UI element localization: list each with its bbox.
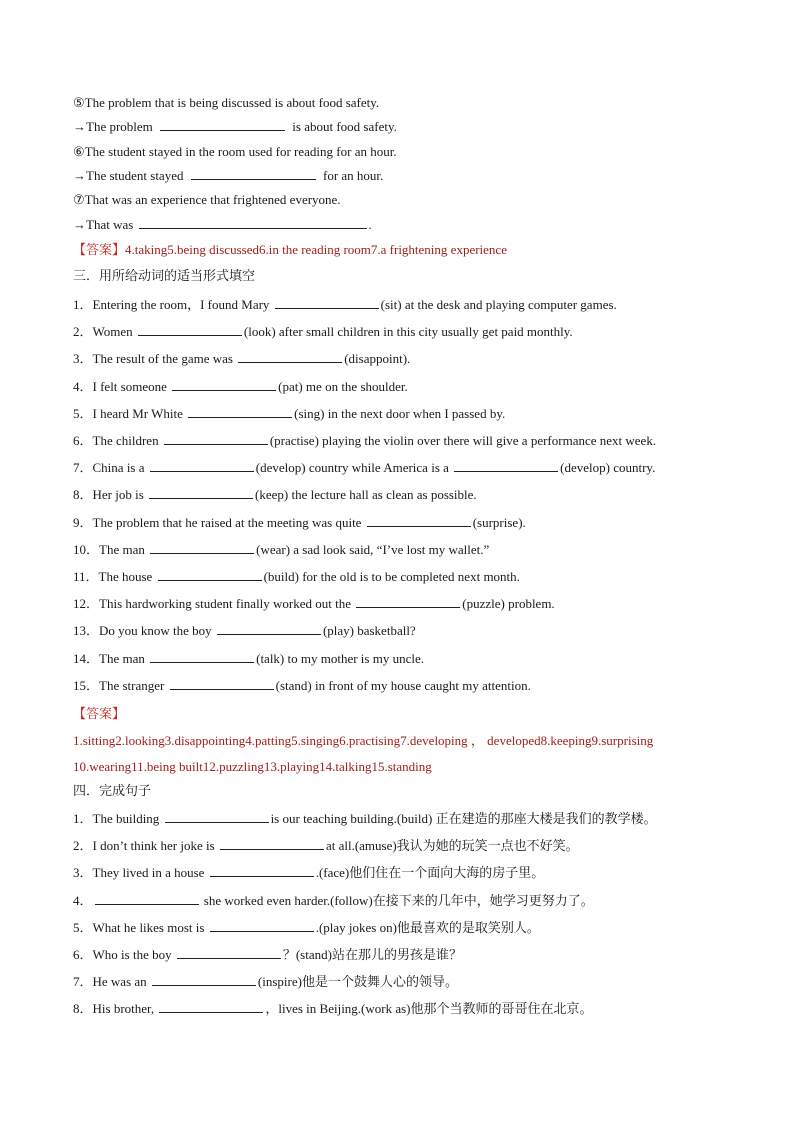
answer-blank[interactable] [150, 460, 254, 472]
question-text-after: (look) after small children in this city usually get paid monthly. [243, 324, 573, 340]
section-3-question-13 [73, 623, 416, 639]
section-4-question-5 [73, 920, 540, 936]
section-4-question-1 [73, 811, 657, 827]
answer-blank[interactable] [217, 623, 321, 635]
answer-blank[interactable] [150, 542, 254, 554]
section-3-question-8 [73, 487, 477, 503]
question-text-after: (sing) in the next door when I passed by. [294, 405, 506, 421]
question-text-before: The man [99, 650, 149, 666]
question-text-after: .(play jokes on)他最喜欢的是取笑别人。 [315, 919, 540, 935]
question-number: 3． [73, 351, 93, 367]
answer-blank[interactable] [191, 168, 316, 180]
answer-blank[interactable] [150, 651, 254, 663]
question-text-before: The building [92, 811, 163, 826]
section-4-heading: 四．完成句子 [73, 784, 152, 799]
section-3-question-2 [73, 324, 573, 340]
section-3-question-15 [73, 678, 531, 694]
question-text-middle: (develop) country while America is a [255, 460, 453, 476]
answer-blank[interactable] [177, 947, 281, 959]
section-3-answer-line-2: 10.wearing11.being built12.puzzling13.playing14.talking15.standing [73, 759, 432, 774]
question-text-before: His brother, [92, 1001, 158, 1017]
section-3-question-1 [73, 297, 617, 313]
answer-blank[interactable] [210, 865, 314, 877]
question-text-after: (build) for the old is to be completed next month. [263, 569, 520, 584]
question-number: 3． [73, 865, 93, 881]
question-text-after: (pat) me on the shoulder. [278, 378, 408, 394]
question-number: 5． [73, 405, 93, 421]
rewrite-item-6: ⑥The student stayed in the room used for reading for an hour. [73, 144, 397, 159]
question-number: 13． [73, 623, 100, 639]
question-text-before: This hardworking student finally worked out the [99, 596, 355, 612]
question-text-after: (stand) in front of my house caught my attention. [275, 677, 531, 693]
question-text-before: I heard Mr White [92, 405, 187, 421]
answer-blank[interactable] [160, 119, 285, 131]
answer-blank[interactable] [170, 678, 274, 690]
question-text-before: Do you know the boy [99, 623, 215, 639]
answer-blank[interactable] [367, 515, 471, 527]
question-text-before: Her job is [92, 487, 148, 503]
question-text-after: is our teaching building.(build) 正在建造的那座大楼是我们的教学楼。 [270, 811, 657, 826]
section-3-heading: 三．用所给动词的适当形式填空 [73, 269, 256, 284]
question-number: 2． [73, 324, 93, 340]
question-text-before: He was an [92, 974, 150, 990]
answer-blank[interactable] [95, 893, 199, 905]
section-4-question-7 [73, 974, 458, 990]
question-number: 4． [73, 378, 93, 394]
question-text-before: The children [92, 433, 162, 448]
answer-blank[interactable] [210, 920, 314, 932]
question-text-before: The result of the game was [92, 351, 237, 367]
question-text-after: (wear) a sad look said, “I’ve lost my wallet.” [256, 541, 490, 557]
question-text-after: (puzzle) problem. [462, 596, 555, 612]
section-3-question-4 [73, 379, 408, 395]
question-text-before: The man [99, 541, 149, 557]
answer-blank[interactable] [164, 433, 268, 445]
question-number: 7． [73, 460, 93, 476]
question-number: 8． [73, 1001, 93, 1017]
section-4-question-3 [73, 865, 544, 881]
question-number: 15． [73, 677, 100, 693]
section-4-question-6 [73, 947, 462, 963]
section-3-question-14 [73, 651, 424, 667]
question-text-after: she worked even harder.(follow)在接下来的几年中，她学习更努力了。 [200, 892, 594, 908]
answer-blank[interactable] [165, 811, 269, 823]
rewrite-item-5-answer-line: →The problem is about food safety. [73, 119, 397, 134]
question-text-after: (inspire)他是一个鼓舞人心的领导。 [257, 974, 458, 990]
section-3-question-9 [73, 515, 526, 531]
section-3-answer-line-1: 1.sitting2.looking3.disappointing4.patting5.singing6.practising7.developing ， developed8.keeping9.surprising [73, 733, 654, 748]
section-4-question-2 [73, 838, 579, 854]
rewrite-item-5: ⑤The problem that is being discussed is about food safety. [73, 95, 380, 110]
question-text-before: I felt someone [92, 378, 171, 394]
question-text-before: Entering the room，I found Mary [92, 297, 273, 312]
question-text-after: ，lives in Beijing.(work as)他那个当教师的哥哥住在北京。 [265, 1001, 593, 1017]
answer-blank[interactable] [152, 974, 256, 986]
question-number: 1． [73, 297, 93, 312]
section-3-question-10 [73, 542, 489, 558]
rewrite-item-7-answer-line: →That was . [73, 217, 372, 232]
question-number: 11． [73, 569, 99, 584]
section-4-question-4 [73, 893, 594, 909]
section-3-question-12 [73, 596, 555, 612]
question-text-before: Women [92, 324, 136, 340]
question-number: 4． [73, 892, 93, 908]
question-text-after: ？(stand)站在那儿的男孩是谁？ [282, 947, 462, 962]
question-number: 2． [73, 838, 93, 854]
section-4-question-8 [73, 1001, 593, 1017]
answer-blank[interactable] [149, 487, 253, 499]
section-3-question-11 [73, 569, 520, 585]
question-number: 6． [73, 947, 93, 962]
answer-blank[interactable] [238, 351, 342, 363]
question-text-before: The house [98, 569, 156, 584]
answer-blank[interactable] [138, 324, 242, 336]
question-text-before: The problem that he raised at the meeting was quite [92, 514, 365, 530]
question-number: 10． [73, 541, 100, 557]
question-text-before: I don’t think her joke is [92, 838, 218, 854]
section-3-answer-label: 【答案】 [73, 707, 126, 722]
section-3-question-6 [73, 433, 656, 449]
rewrite-item-7: ⑦That was an experience that frightened everyone. [73, 192, 341, 207]
answer-blank[interactable] [139, 217, 367, 229]
answer-blank[interactable] [220, 838, 324, 850]
question-text-after: (practise) playing the violin over there will give a performance next week. [269, 433, 657, 448]
question-text-before: What he likes most is [92, 919, 208, 935]
question-number: 14． [73, 650, 100, 666]
section-3-question-3 [73, 351, 410, 367]
section-3-question-5 [73, 406, 505, 422]
question-number: 5． [73, 919, 93, 935]
question-text-after: .(face)他们住在一个面向大海的房子里。 [315, 865, 545, 881]
question-text-before: China is a [92, 460, 148, 476]
question-text-after: (disappoint). [344, 351, 411, 367]
answer-blank[interactable] [172, 379, 276, 391]
question-number: 1． [73, 811, 93, 826]
question-number: 6． [73, 433, 93, 448]
question-text-before: They lived in a house [92, 865, 208, 881]
question-text-before: Who is the boy [92, 947, 175, 962]
answer-blank[interactable] [275, 297, 379, 309]
question-text-after: at all.(amuse)我认为她的玩笑一点也不好笑。 [325, 838, 579, 854]
question-text-before: The stranger [99, 677, 168, 693]
answer-blank[interactable] [454, 460, 558, 472]
rewrite-item-6-answer-line: →The student stayed for an hour. [73, 168, 384, 183]
question-number: 7． [73, 974, 93, 990]
question-number: 9． [73, 514, 93, 530]
rewrite-answer-key: 【答案】4.taking5.being discussed6.in the reading room7.a frightening experience [73, 242, 507, 258]
question-number: 8． [73, 487, 93, 503]
question-number: 12． [73, 596, 100, 612]
question-text-after: (talk) to my mother is my uncle. [256, 650, 424, 666]
answer-blank[interactable] [188, 406, 292, 418]
answer-blank[interactable] [158, 569, 262, 581]
question-text-after: (develop) country. [560, 460, 656, 476]
answer-blank[interactable] [356, 596, 460, 608]
question-text-after: (sit) at the desk and playing computer games. [380, 297, 617, 312]
question-text-after: (surprise). [472, 514, 526, 530]
section-3-question-7 [73, 460, 655, 476]
answer-blank[interactable] [159, 1001, 263, 1013]
question-text-after: (keep) the lecture hall as clean as possible. [255, 487, 477, 503]
question-text-after: (play) basketball? [322, 623, 416, 639]
